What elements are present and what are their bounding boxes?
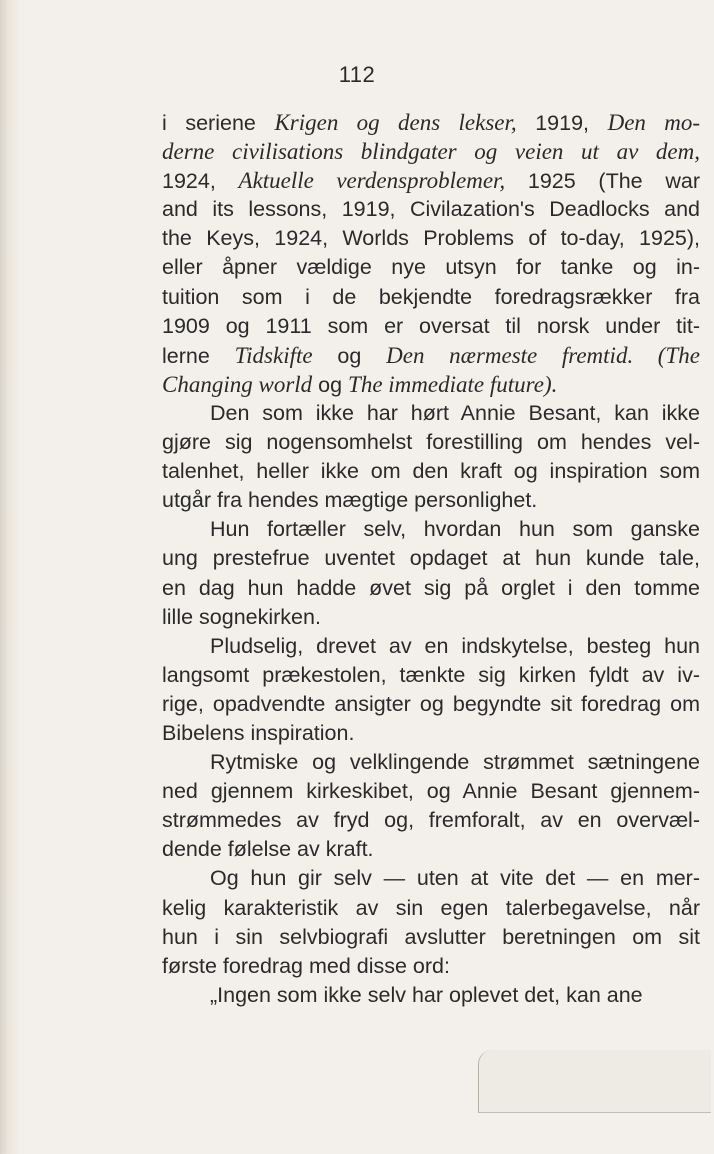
- text-line: [162, 952, 700, 981]
- italic-text: derne civilisations blindgater og veien ut av dem,: [162, 139, 700, 165]
- text-span: lerne: [162, 343, 235, 368]
- text-line: [162, 253, 700, 282]
- text-line: [162, 894, 700, 923]
- text-span: utgår fra hendes mægtige personlighet.: [162, 488, 538, 513]
- italic-text: Changing world: [162, 371, 313, 397]
- italic-text: Krigen og dens lekser,: [274, 110, 517, 135]
- text-span: Den som ikke har hørt Annie Besant, kan ikke: [210, 400, 700, 425]
- text-span: første foredrag med disse ord:: [162, 953, 450, 978]
- text-span: 1925 (The war: [505, 169, 700, 194]
- text-span: og: [312, 343, 387, 368]
- italic-text: Aktuelle verdensproblemer,: [238, 168, 506, 194]
- text-line: [162, 719, 700, 748]
- text-span: 1919,: [516, 111, 608, 135]
- page-number: 112: [338, 62, 376, 87]
- text-span: and its lessons, 1919, Civilazation's Deadlocks and: [162, 197, 700, 222]
- paragraph: [162, 108, 700, 399]
- text-line: [162, 632, 700, 661]
- text-line: [162, 981, 700, 1010]
- paragraph: [162, 632, 700, 748]
- text-line: [162, 137, 700, 166]
- text-span: Bibelens inspiration.: [162, 720, 355, 745]
- text-span: tuition som i de bekjendte foredragsrækker fra: [162, 284, 700, 309]
- text-span: talenhet, heller ikke om den kraft og inspiration som: [162, 459, 700, 484]
- text-span: lille sognekirken.: [162, 604, 321, 629]
- paragraph: [162, 864, 700, 980]
- text-line: [162, 515, 700, 544]
- text-span: strømmedes av fryd og, fremforalt, av en overvæl-: [162, 808, 700, 833]
- text-span: ned gjennem kirkeskibet, og Annie Besant gjennem-: [162, 779, 700, 804]
- text-line: [162, 457, 700, 486]
- italic-text: Den nærmeste fremtid. (The: [386, 342, 700, 368]
- body-text: [162, 108, 700, 1010]
- text-line: [162, 486, 700, 515]
- text-line: [162, 806, 700, 835]
- text-span: Hun fortæller selv, hvordan hun som ganske: [210, 517, 700, 542]
- text-line: [162, 370, 700, 399]
- text-line: [162, 166, 700, 195]
- text-line: [162, 428, 700, 457]
- text-line: [162, 224, 700, 253]
- text-span: 1909 og 1911 som er oversat til norsk under tit-: [162, 313, 700, 338]
- paragraph: [162, 515, 700, 631]
- text-span: gjøre sig nogensomhelst forestilling om hendes vel-: [162, 430, 700, 455]
- text-line: [162, 864, 700, 893]
- text-line: [162, 777, 700, 806]
- text-line: [162, 399, 700, 428]
- text-span: en dag hun hadde øvet sig på orglet i den tomme: [162, 575, 700, 600]
- text-span: hun i sin selvbiografi avslutter beretningen om sit: [162, 924, 700, 949]
- text-line: [162, 341, 700, 370]
- text-span: 1924,: [162, 169, 239, 194]
- text-line: [162, 195, 700, 224]
- text-span: Pludselig, drevet av en indskytelse, besteg hun: [210, 633, 700, 658]
- text-span: i seriene: [162, 111, 275, 135]
- text-line: [162, 748, 700, 777]
- text-line: [162, 544, 700, 573]
- library-stamp-mark: [478, 1050, 711, 1113]
- italic-text: The immediate future).: [348, 371, 558, 397]
- text-line: [162, 923, 700, 952]
- text-span: ung prestefrue uventet opdaget at hun kunde tale,: [162, 546, 700, 571]
- text-line: [162, 108, 700, 137]
- paragraph: [162, 748, 700, 864]
- text-line: [162, 603, 700, 632]
- text-line: [162, 661, 700, 690]
- text-span: rige, opadvendte ansigter og begyndte sit foredrag om: [162, 691, 700, 716]
- text-line: [162, 283, 700, 312]
- paragraph: [162, 399, 700, 515]
- text-span: the Keys, 1924, Worlds Problems of to-day, 1925),: [162, 226, 700, 251]
- text-line: [162, 574, 700, 603]
- text-span: og: [312, 372, 349, 397]
- text-span: langsomt prækestolen, tænkte sig kirken fyldt av iv-: [162, 662, 700, 687]
- italic-text: Den mo-: [607, 110, 701, 135]
- text-line: [162, 312, 700, 341]
- italic-text: Tidskifte: [234, 342, 313, 368]
- text-line: [162, 835, 700, 864]
- text-span: Og hun gir selv — uten at vite det — en mer-: [210, 866, 700, 891]
- page-binding-edge: [0, 0, 22, 1154]
- text-span: Rytmiske og velklingende strømmet sætningene: [210, 750, 700, 775]
- paragraph: [162, 981, 700, 1010]
- text-span: dende følelse av kraft.: [162, 837, 374, 862]
- text-line: [162, 690, 700, 719]
- text-span: eller åpner vældige nye utsyn for tanke og in-: [162, 255, 700, 280]
- text-span: „Ingen som ikke selv har oplevet det, kan ane: [210, 982, 643, 1007]
- text-span: kelig karakteristik av sin egen talerbegavelse, når: [162, 895, 700, 920]
